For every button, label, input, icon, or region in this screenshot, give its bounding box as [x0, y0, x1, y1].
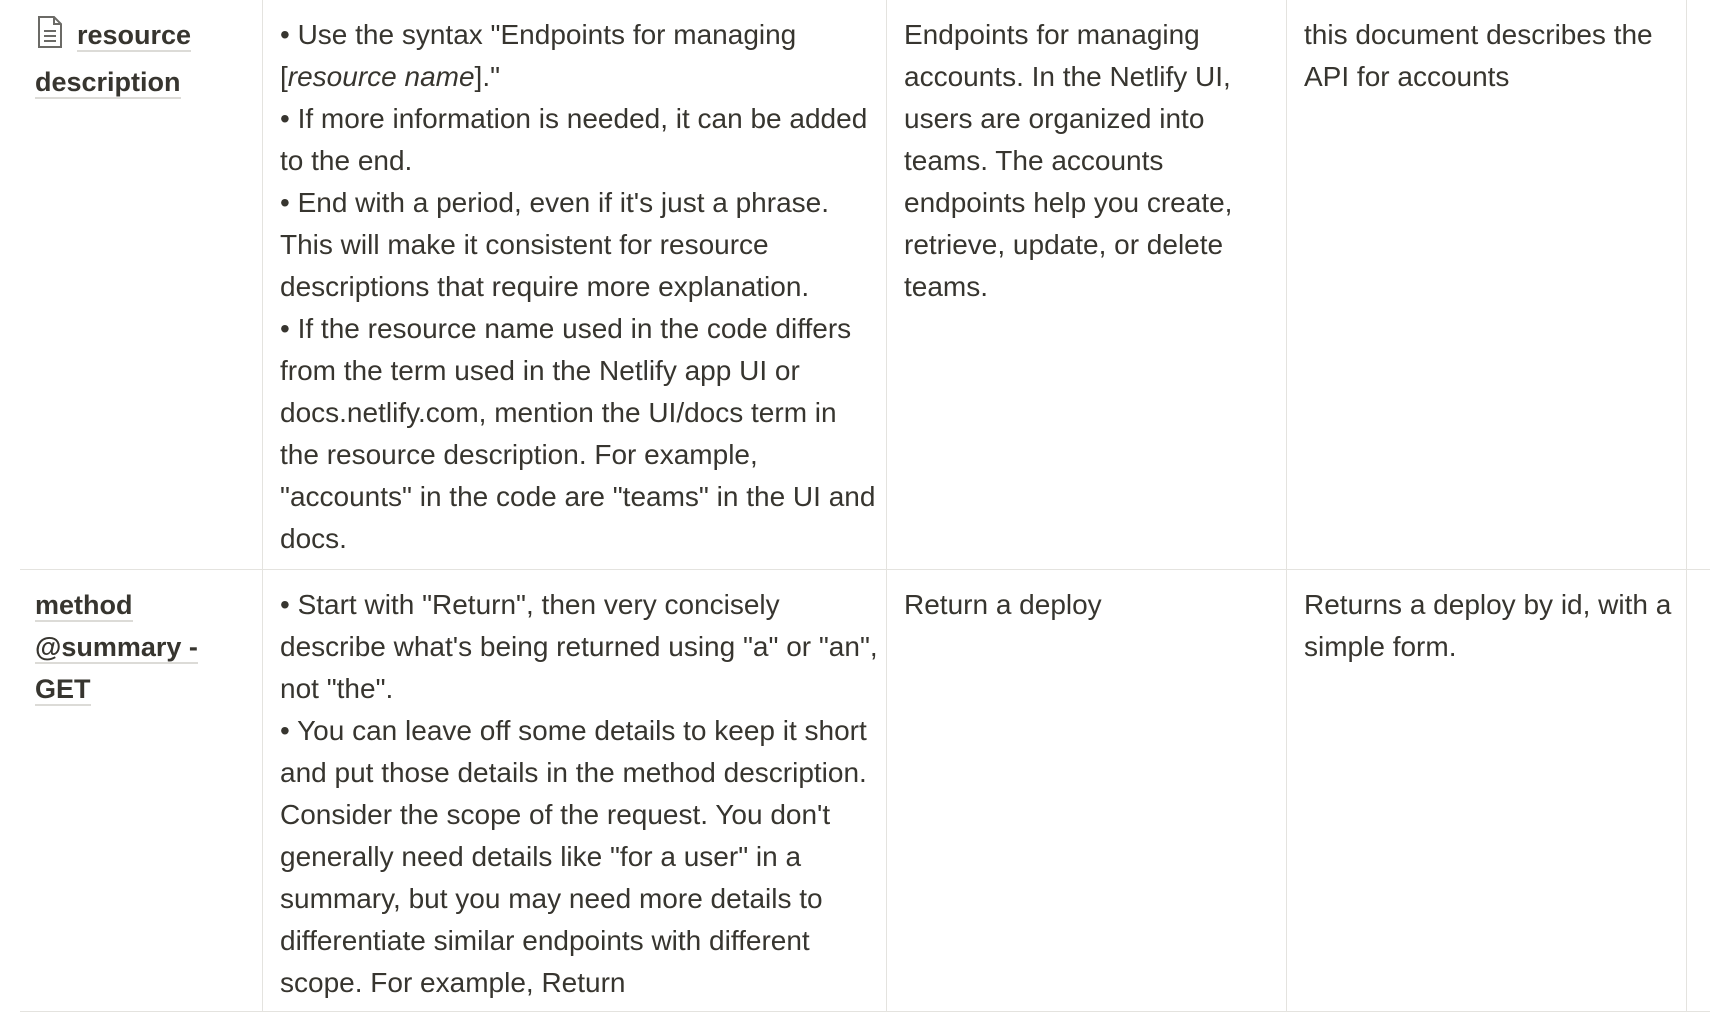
- row-title-line[interactable]: method: [35, 590, 133, 620]
- column-divider: [262, 0, 263, 1012]
- guidelines-cell: [280, 14, 880, 560]
- row-title-line[interactable]: @summary -: [35, 632, 198, 662]
- guideline-item: • Use the syntax "Endpoints for managing [resource name].": [280, 19, 797, 92]
- column-divider: [1686, 0, 1687, 1012]
- row-title-cell[interactable]: [35, 14, 250, 103]
- bad-example-cell: Returns a deploy by id, with a simple form.: [1304, 589, 1672, 662]
- guideline-item: • If the resource name used in the code differs from the term used in the Netlify app UI or docs.netlify.com, mention the UI/docs term in the resource description. For example, "accounts" in the code are "teams" in the UI and docs.: [280, 313, 876, 554]
- guideline-item: • You can leave off some details to keep it short and put those details in the method description. Consider the scope of the request. You don't generally need details like "for a user" in a summary, but you may need more details to differentiate similar endpoints with different scope. For example, Return: [280, 715, 867, 998]
- good-example-cell: Endpoints for managing accounts. In the Netlify UI, users are organized into teams. The accounts endpoints help you create, retrieve, update, or delete teams.: [904, 19, 1233, 302]
- row-divider: [20, 1011, 1710, 1012]
- column-divider: [1286, 0, 1287, 1012]
- page-icon: [35, 15, 65, 61]
- guideline-item: • End with a period, even if it's just a phrase. This will make it consistent for resource descriptions that require more explanation.: [280, 187, 829, 302]
- row-title-line[interactable]: resource: [77, 20, 192, 50]
- bad-example-cell: this document describes the API for accounts: [1304, 19, 1653, 92]
- row-title-cell[interactable]: [35, 584, 250, 710]
- row-title-line[interactable]: GET: [35, 674, 91, 704]
- row-divider: [20, 569, 1710, 570]
- guideline-item: • Start with "Return", then very concisely describe what's being returned using "a" or "an", not "the".: [280, 589, 878, 704]
- good-example-cell: Return a deploy: [904, 589, 1102, 620]
- column-divider: [886, 0, 887, 1012]
- row-title-line[interactable]: description: [35, 67, 181, 97]
- guideline-item: • If more information is needed, it can be added to the end.: [280, 103, 868, 176]
- guidelines-cell: [280, 584, 880, 1010]
